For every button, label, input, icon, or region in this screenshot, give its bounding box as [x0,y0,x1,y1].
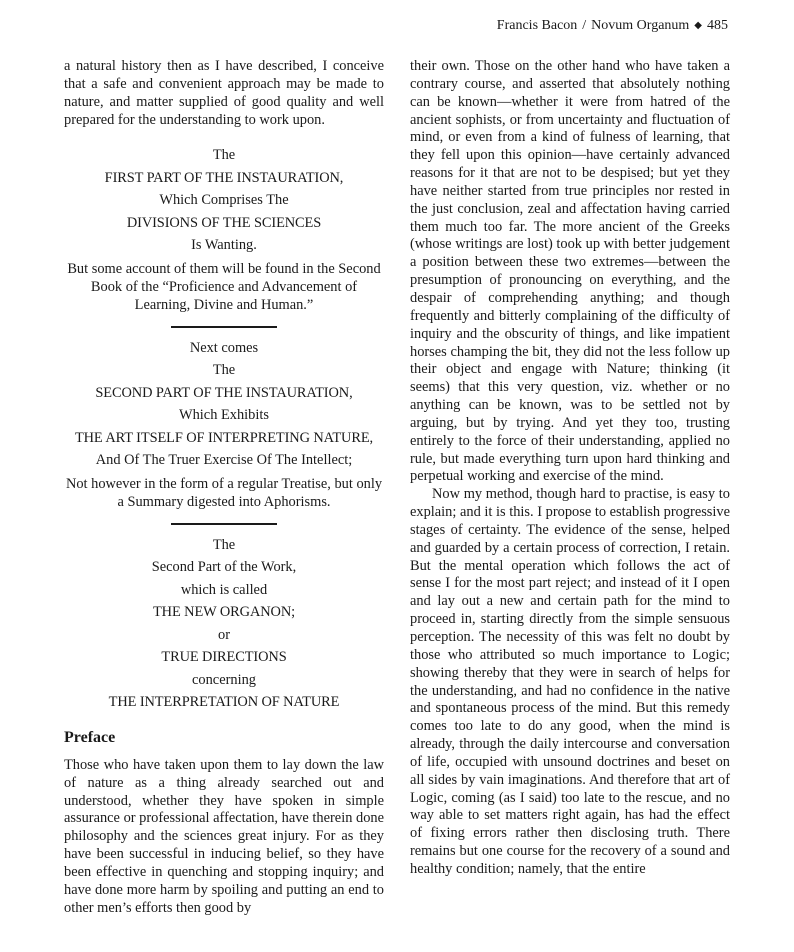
running-head-author: Francis Bacon [496,18,578,33]
title-line: THE ART ITSELF OF INTERPRETING NATURE, [74,429,374,446]
diamond-ornament-icon: ◆ [694,20,702,31]
preface-paragraph: Those who have taken upon them to lay down the law of nature as a thing already searched out and understood, whether they have spoken in simple assurance or professional affectation, have therein done philosophy and the sciences great injury. For as they have been successful in inducing belief, so they have been effective in quenching and stopping inquiry; and have done more harm by spoiling and putting an end to other men’s efforts then good by [64,756,384,916]
title-line: which is called [180,581,268,598]
title-line: concerning [192,671,256,688]
title-line: The [212,147,236,164]
title-line: Is Wanting. [191,237,257,254]
section-divider [171,523,277,525]
title-line: THE NEW ORGANON; [152,604,296,621]
title-line: TRUE DIRECTIONS [161,649,287,666]
first-part-title-block [64,144,384,314]
running-head [497,15,728,38]
title-line: Next comes [189,339,259,356]
preface-heading: Preface [64,728,116,746]
title-line: FIRST PART OF THE INSTAURATION, [104,169,344,186]
opening-paragraph: a natural history then as I have described, I conceive that a safe and convenient approach may be made to nature, and matter supplied of good quality and well prepared for the understanding to work upon. [64,58,384,128]
title-line: THE INTERPRETATION OF NATURE [108,694,340,711]
title-line: DIVISIONS OF THE SCIENCES [126,214,322,231]
title-line: The [212,536,236,553]
title-line: Which Exhibits [179,407,269,424]
title-line: SECOND PART OF THE INSTAURATION, [95,384,353,401]
body-paragraph: their own. Those on the other hand who have taken a contrary course, and asserted that absolutely nothing can be known—whether it were from hatred of the ancient sophists, or from uncertainty and fluctuation of mind, or even from a kind of fulness of learning, that they fell upon this opinion—have certainly advanced reasons for it that are not to be despised; but yet they have neither started from true principles nor rested in the just conclusion, zeal and affectation having carried them much too far. The more ancient of the Greeks (whose writings are lost) took up with better judgement a position between these two extremes—between the presumption of pronouncing on everything, and the despair of comprehending anything; and though frequently and bitterly complaining of the difficulty of inquiry and the obscurity of things, and like impatient horses champing the bit, they did not the less follow up their object and engage with Nature; thinking (it seems) that this very question, viz. whether or no anything can be known, was to be settled not by arguing, but by trying. And yet they too, trusting entirely to the force of their understanding, applied no rule, but made everything turn upon hard thinking and perpetual working and exercise of the mind. [410,58,730,485]
title-note: Not however in the form of a regular Treatise, but only a Summary digested into Aphorisms. [65,475,383,510]
title-line: The [212,362,236,379]
new-organon-title-block [64,534,384,714]
running-head-separator: / [582,18,587,33]
section-divider [171,326,277,328]
title-note: But some account of them will be found in the Second Book of the “Proficience and Advancement of Learning, Divine and Human.” [67,260,381,313]
title-line: And Of The Truer Exercise Of The Intellect; [95,452,353,469]
second-part-title-block [64,337,384,511]
right-column [410,58,730,879]
body-paragraph: Now my method, though hard to practise, is easy to explain; and it is this. I propose to establish progressive stages of certainty. The evidence of the sense, helped and guarded by a certain process of correction, I retain. But the mental operation which follows the act of sense I for the most part reject; and instead of it I open and lay out a new and certain path for the mind to proceed in, starting directly from the simple sensuous perception. The necessity of this was felt no doubt by those who attributed so much importance to Logic; showing thereby that they were in search of helps for the understanding, and had no confidence in the native and spontaneous process of the mind. But this remedy comes too late to do any good, when the mind is already, through the daily intercourse and conversation of life, occupied with unsound doctrines and beset on all sides by vain imaginations. And therefore that art of Logic, coming (as I said) too late to the rescue, and no way able to set matters right again, has had the effect of fixing errors rather then disclosing truth. There remains but one course for the recovery of a sound and healthy condition; namely, that the entire [410,486,730,877]
page-number: 485 [707,18,728,33]
title-line: Which Comprises The [159,192,289,209]
running-head-title: Novum Organum [591,18,690,33]
left-column [64,58,384,917]
title-line: Second Part of the Work, [151,559,297,576]
title-line: or [218,626,230,643]
